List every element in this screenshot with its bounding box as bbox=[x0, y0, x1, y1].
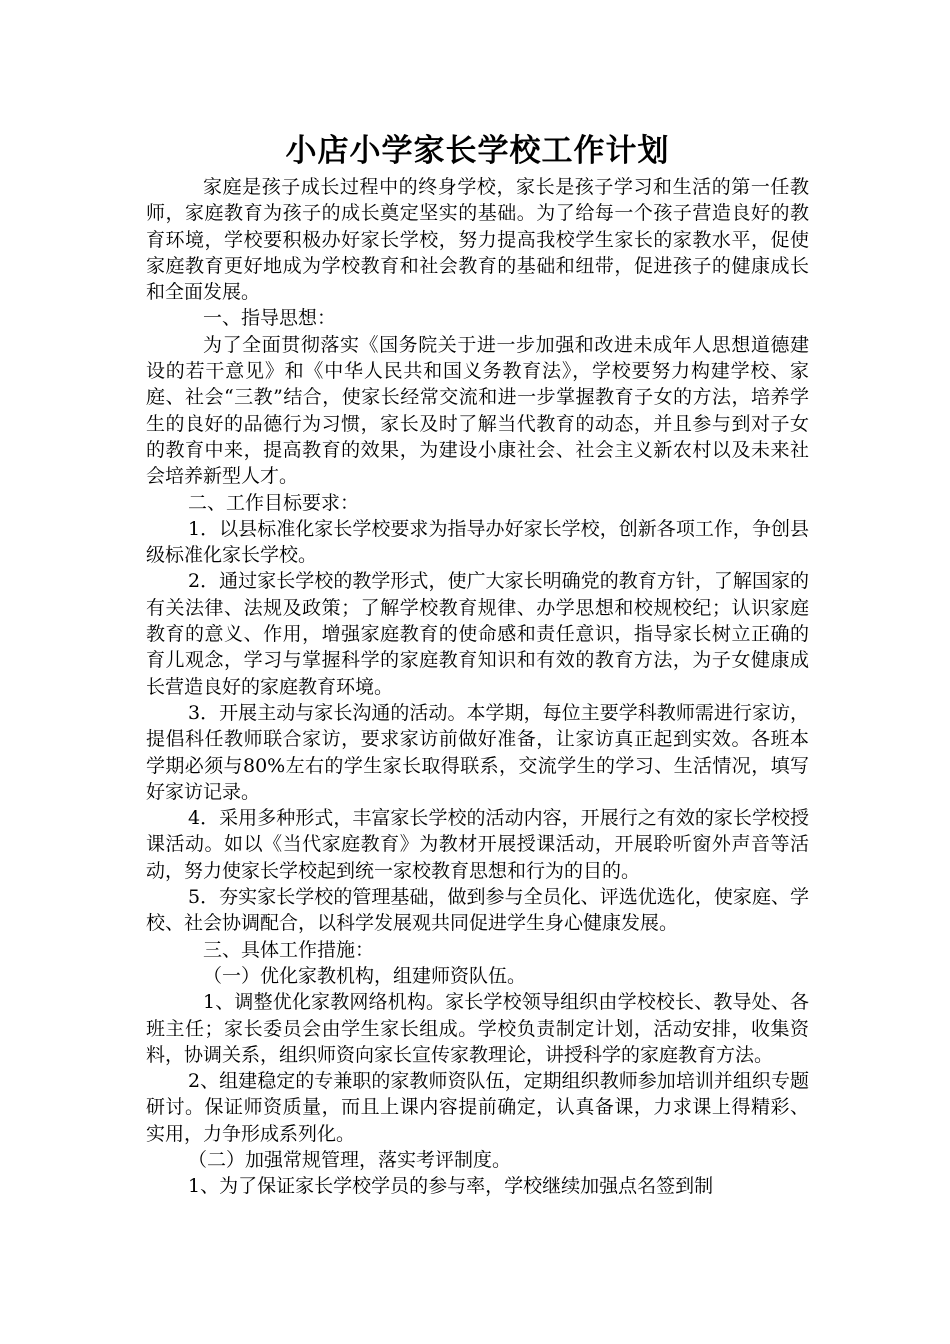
paragraph: （二）加强常规管理，落实考评制度。 bbox=[188, 1148, 512, 1171]
paragraph: 5．夯实家长学校的管理基础，做到参与全员化、评选优选化，使家庭、学校、社会协调配合，以科学发展观共同促进学生身心健康发展。 bbox=[146, 886, 809, 935]
paragraph: 2、组建稳定的专兼职的家教师资队伍，定期组织教师参加培训并组织专题研讨。保证师资质量，而且上课内容提前确定，认真备课，力求课上得精彩、实用，力争形成系列化。 bbox=[146, 1070, 809, 1145]
paragraph: 三、具体工作措施： bbox=[203, 938, 375, 961]
document-title: 小店小学家长学校工作计划 bbox=[285, 133, 670, 169]
paragraph: 1．以县标准化家长学校要求为指导办好家长学校，创新各项工作，争创县级标准化家长学校。 bbox=[146, 517, 809, 567]
paragraph: （一）优化家教机构，组建师资队伍。 bbox=[203, 964, 527, 987]
paragraph: 4．采用多种形式，丰富家长学校的活动内容，开展行之有效的家长学校授课活动。如以《当代家庭教育》为教材开展授课活动，开展聆听窗外声音等活动，努力使家长学校起到统一家校教育思想和行为的目的。 bbox=[146, 807, 809, 882]
paragraph: 一、指导思想： bbox=[203, 307, 337, 330]
document-body bbox=[146, 128, 809, 1200]
paragraph: 3．开展主动与家长沟通的活动。本学期，每位主要学科教师需进行家访，提倡科任教师联合家访，要求家访前做好准备，让家访真正起到实效。各班本学期必须与80%左右的学生家长取得联系，交流学生的学习、生活情况，填写好家访记录。 bbox=[146, 701, 809, 803]
paragraph: 二、工作目标要求： bbox=[188, 491, 360, 514]
paragraph: 1、调整优化家教网络机构。家长学校领导组织由学校校长、教导处、各班主任；家长委员会由学生家长组成。学校负责制定计划，活动安排，收集资料，协调关系，组织师资向家长宣传家教理论，讲授科学的家庭教育方法。 bbox=[146, 991, 809, 1066]
paragraph: 家庭是孩子成长过程中的终身学校，家长是孩子学习和生活的第一任教师，家庭教育为孩子的成长奠定坚实的基础。为了给每一个孩子营造良好的教育环境，学校要积极办好家长学校，努力提高我校学生家长的家教水平，促使家庭教育更好地成为学校教育和社会教育的基础和纽带，促进孩子的健康成长和全面发展。 bbox=[146, 176, 809, 304]
paragraph-list bbox=[146, 174, 809, 1200]
paragraph: 为了全面贯彻落实《国务院关于进一步加强和改进未成年人思想道德建设的若干意见》和《中华人民共和国义务教育法》，学校要努力构建学校、家庭、社会“三教”结合，使家长经常交流和进一步掌握教育子女的方法，培养学生的良好的品德行为习惯，家长及时了解当代教育的动态，并且参与到对子女的教育中来，提高教育的效果，为建设小康社会、社会主义新农村以及未来社会培养新型人才。 bbox=[146, 333, 809, 488]
paragraph: 2．通过家长学校的教学形式，使广大家长明确党的教育方针，了解国家的有关法律、法规及政策；了解学校教育规律、办学思想和校规校纪；认识家庭教育的意义、作用，增强家庭教育的使命感和责任意识，指导家长树立正确的育儿观念，学习与掌握科学的家庭教育知识和有效的教育方法，为子女健康成长营造良好的家庭教育环境。 bbox=[146, 570, 809, 698]
paragraph: 1、为了保证家长学校学员的参与率，学校继续加强点名签到制 bbox=[188, 1175, 714, 1198]
